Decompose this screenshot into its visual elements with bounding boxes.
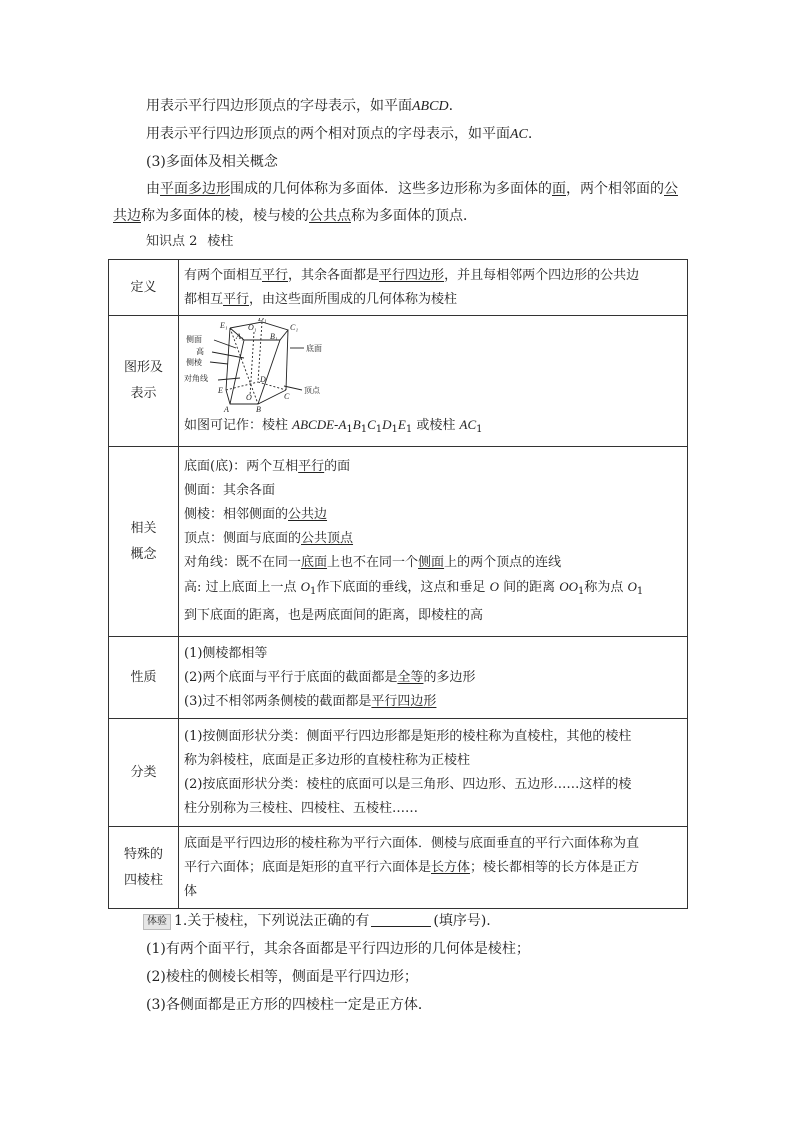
option-2: (2)棱柱的侧棱长相等，侧面是平行四边形；	[146, 969, 418, 985]
prop-3	[184, 690, 682, 714]
t: 称为点	[584, 580, 628, 595]
svg-text:B: B	[256, 405, 261, 413]
t: 的面	[324, 459, 351, 474]
u: 公共顶点	[301, 531, 354, 546]
label-text: 性质	[130, 669, 157, 685]
u: 公共边	[288, 507, 328, 522]
option-3: (3)各侧面都是正方形的四棱柱一定是正方体．	[146, 997, 432, 1013]
t: 上的两个顶点的连线	[444, 555, 562, 570]
content-classification	[179, 719, 688, 827]
label-text: 分类	[130, 764, 157, 780]
t: 作下底面的垂线，这点和垂足	[316, 580, 490, 595]
paragraph-line-1	[146, 179, 678, 199]
svg-text:C₁: C₁	[290, 323, 299, 332]
option-1: (1)有两个面平行，其余各面都是平行四边形的几何体是棱柱；	[146, 941, 530, 957]
prop-2	[184, 666, 682, 690]
row-classification	[109, 719, 688, 827]
content-special	[179, 827, 688, 909]
svg-text:B₁: B₁	[270, 332, 278, 341]
bottom-face	[226, 390, 286, 404]
kp-label: 知识点 2	[146, 234, 198, 249]
t: 或棱柱	[416, 418, 456, 433]
leader	[210, 362, 228, 364]
svg-text:E₁: E₁	[220, 321, 228, 330]
t: ，由这些面所围成的几何体称为棱柱	[249, 291, 458, 307]
t: (3)过不相邻两条侧棱的截面都是	[184, 693, 372, 709]
p-text: 称为多面体的棱，棱与棱的	[141, 208, 309, 224]
question-end: (填序号).	[433, 913, 491, 929]
p-underline: 面	[552, 181, 566, 197]
u: 长方体	[431, 859, 471, 875]
leader	[214, 340, 236, 348]
kp-title: 棱柱	[207, 234, 234, 249]
svg-text:C: C	[284, 392, 290, 401]
prism-diagram	[184, 318, 354, 413]
svg-text:E: E	[218, 386, 223, 395]
class-1: (1)按侧面形状分类：侧面平行四边形都是矩形的棱柱称为直棱柱，其他的棱柱	[184, 728, 632, 744]
t: 底面(底)：两个互相	[184, 459, 299, 474]
u: 平行	[262, 267, 289, 283]
label-text: 相关	[130, 520, 157, 536]
prism-table	[108, 259, 688, 909]
u: 平行	[223, 291, 250, 307]
label-concepts	[109, 447, 179, 637]
label-figure	[109, 316, 179, 447]
knowledge-point-heading	[146, 233, 233, 251]
label-classification	[109, 719, 179, 827]
row-figure	[109, 316, 688, 447]
p-text: 由	[146, 181, 160, 197]
svg-text:O₁: O₁	[248, 323, 257, 332]
special-2	[184, 856, 682, 880]
t: 对角线：既不在同一	[184, 555, 302, 570]
intro-text: .	[527, 126, 533, 142]
svg-text:D₁: D₁	[258, 318, 267, 323]
hidden-edge	[226, 382, 258, 390]
special-3: 体	[184, 883, 198, 899]
label-text: 表示	[130, 386, 157, 401]
label-properties	[109, 637, 179, 719]
class-2: 称为斜棱柱，底面是正多边形的直棱柱称为正棱柱	[184, 752, 471, 768]
t: 上也不在同一个	[327, 555, 419, 570]
class-3: (2)按底面形状分类：棱柱的底面可以是三角形、四边形、五边形……这样的棱	[184, 776, 632, 792]
p-underline: 平面多边形	[160, 181, 230, 197]
answer-blank[interactable]	[371, 912, 431, 927]
diagonal-line	[230, 328, 258, 404]
intro-line-1	[146, 96, 453, 117]
label-diag: 对角线	[184, 374, 208, 383]
lateral-edge	[286, 330, 288, 390]
t: ，其余各面都是	[288, 267, 380, 283]
t: 的多边形	[423, 669, 476, 685]
label-vertex: 顶点	[304, 386, 320, 395]
label-special	[109, 827, 179, 909]
label-text: 四棱柱	[123, 872, 163, 888]
content-concepts	[179, 447, 688, 637]
intro-line-2	[146, 124, 532, 145]
exercise-question	[143, 910, 491, 932]
u: 全等	[397, 669, 424, 685]
concept-base	[184, 455, 682, 479]
svg-text:A: A	[224, 405, 229, 413]
row-special	[109, 827, 688, 909]
label-text: 特殊的	[123, 846, 163, 862]
paragraph-line-2	[113, 206, 477, 226]
intro-text: 用表示平行四边形顶点的字母表示，如平面	[146, 98, 412, 114]
content-definition	[179, 260, 688, 316]
t: 高: 过上底面上一点	[184, 580, 301, 595]
class-4: 柱分别称为三棱柱、四棱柱、五棱柱……	[184, 800, 419, 816]
label-text: 概念	[130, 546, 157, 562]
leader	[284, 386, 302, 390]
row-definition	[109, 260, 688, 316]
section-heading: (3)多面体及相关概念	[146, 154, 278, 170]
row-properties	[109, 637, 688, 719]
t: 顶点：侧面与底面的	[184, 531, 302, 546]
concept-side: 侧面：其余各面	[184, 483, 276, 498]
prism-figure	[184, 318, 354, 413]
u: 底面	[301, 555, 328, 570]
def-line-2	[184, 288, 682, 312]
content-figure	[179, 316, 688, 447]
leader	[218, 378, 240, 380]
question-text: 1.关于棱柱，下列说法正确的有	[174, 913, 370, 929]
t: 有两个面相互	[184, 267, 263, 283]
label-definition	[109, 260, 179, 316]
concept-edge	[184, 503, 682, 527]
concept-height-2: 到下底面的距离，也是两底面间的距离，即棱柱的高	[184, 608, 484, 623]
t: (2)两个底面与平行于底面的截面都是	[184, 669, 398, 685]
label-text: 定义	[130, 279, 157, 295]
intro-text: .	[448, 98, 454, 114]
u: 平行	[298, 459, 325, 474]
intro-text: 用表示平行四边形顶点的两个相对顶点的字母表示，如平面	[146, 126, 510, 142]
lateral-edge	[226, 328, 230, 390]
t: 都相互	[184, 291, 224, 307]
concept-diagonal	[184, 551, 682, 575]
p-underline: 共边	[113, 208, 141, 224]
plane-name: AC	[510, 127, 528, 142]
p-text: 围成的几何体称为多面体．这些多边形称为多面体的	[230, 181, 552, 197]
u: 平行四边形	[379, 267, 445, 283]
u: 侧面	[418, 555, 445, 570]
label-height: 高	[196, 347, 204, 356]
def-line-1	[184, 264, 682, 288]
prop-1: (1)侧棱都相等	[184, 645, 268, 661]
svg-text:O: O	[246, 393, 252, 402]
exercise-tag: 体验	[143, 914, 171, 930]
p-underline: 公	[664, 181, 678, 197]
svg-text:A₁: A₁	[236, 332, 244, 341]
label-base: 底面	[306, 344, 322, 353]
t: 侧棱：相邻侧面的	[184, 507, 289, 522]
label-edge: 侧棱	[186, 358, 202, 367]
special-1: 底面是平行四边形的棱柱称为平行六面体．侧棱与底面垂直的平行六面体称为直	[184, 835, 640, 851]
p-text: 称为多面体的顶点．	[351, 208, 477, 224]
height-line	[250, 332, 254, 396]
t: ；棱长都相等的长方体是正方	[470, 859, 640, 875]
t: 平行六面体；底面是矩形的直平行六面体是	[184, 859, 432, 875]
lateral-edge	[230, 340, 244, 404]
p-text: ，两个相邻面的	[566, 181, 664, 197]
concept-height: 高: 过上底面上一点 $O_1$作下底面的垂线，这点和垂足 O 间的距离 $OO_1$称为点 $O_1$	[184, 579, 644, 597]
plane-name: ABCD	[412, 99, 449, 114]
figure-caption: 如图可记作：棱柱 ABCDE-$A_1B_1C_1D_1E_1$ 或棱柱 $AC_1$	[184, 417, 483, 435]
t: 如图可记作：棱柱	[184, 418, 289, 433]
p-underline: 公共点	[309, 208, 351, 224]
t: ，并且每相邻两个四边形的公共边	[444, 267, 640, 283]
content-properties	[179, 637, 688, 719]
t: 间的距离	[498, 580, 560, 595]
concept-vertex	[184, 527, 682, 551]
row-concepts	[109, 447, 688, 637]
svg-text:D: D	[260, 375, 266, 384]
label-side: 侧面	[186, 335, 202, 344]
u: 平行四边形	[371, 693, 437, 709]
label-text: 图形及	[123, 360, 163, 375]
hidden-edge	[258, 322, 262, 382]
